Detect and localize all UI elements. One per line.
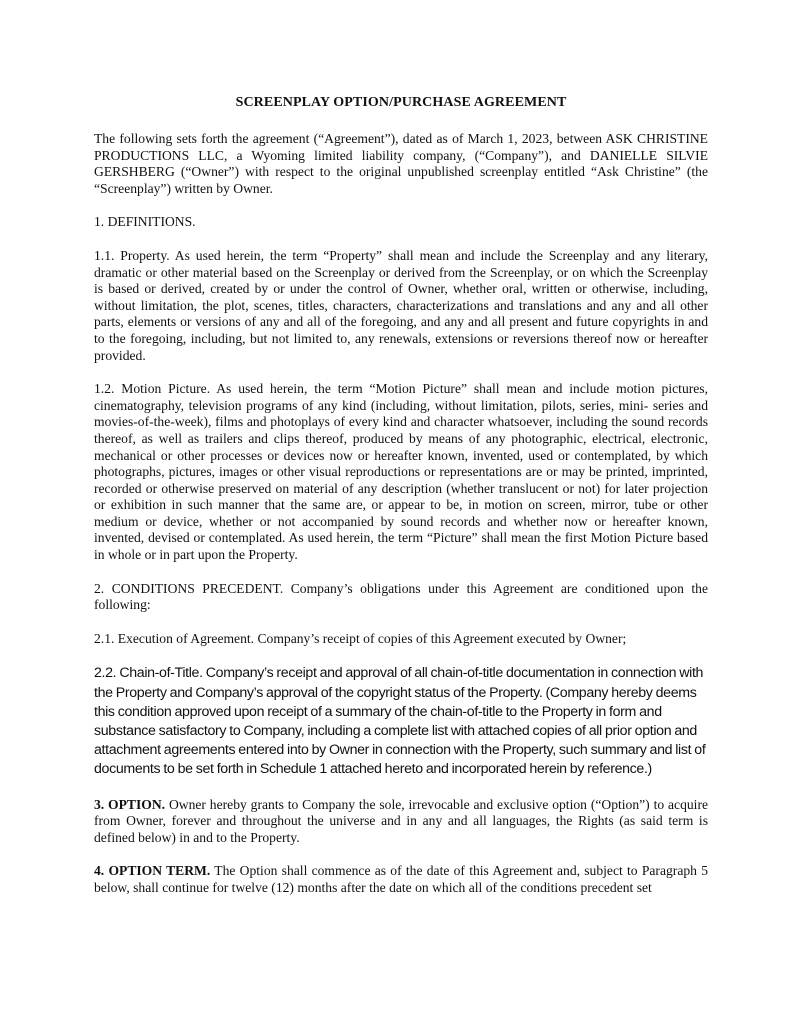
section-4-label: 4. OPTION TERM. — [94, 863, 211, 879]
section-4-option-term — [94, 863, 708, 896]
section-1-definitions-heading: 1. DEFINITIONS. — [94, 214, 196, 230]
section-3-text: Owner hereby grants to Company the sole, irrevocable and exclusive option (“Option”) to acquire from Owner, forever and throughout the universe and in any and all languages, the Rights (as said term is defined below) in and to the Property. — [94, 796, 709, 845]
section-3-option — [94, 797, 708, 847]
section-2-2-chain-of-title: 2.2. Chain-of-Title. Company’s receipt and approval of all chain-of-title documentation in connection with the Property and Company’s approval of the copyright status of the Property. (Company hereby deems this condition approved upon receipt of a summary of the chain-of-title to the Property in form and substance satisfactory to Company, including a complete list with attached copies of all prior option and attachment agreements entered into by Owner in connection with the Property, such summary and list of documents to be set forth in Schedule 1 attached hereto and incorporated herein by reference.) — [94, 665, 706, 778]
section-1-2-motion-picture: 1.2. Motion Picture. As used herein, the term “Motion Picture” shall mean and include motion pictures, cinematography, television programs of any kind (including, without limitation, pilots, series, mini- series and movies-of-the-week), films and photoplays of every kind and character whatsoever, including the sound records thereof, as well as trailers and clips thereof, produced by means of any photographic, electrical, electronic, mechanical or other processes or devices now or hereafter known, invented, used or contemplated, by which photographs, pictures, images or other visual reproductions or representations are or may be printed, imprinted, recorded or otherwise preserved on material of any description (whether translucent or not) for later projection or exhibition in such manner that the same are, or appear to be, in motion on screen, mirror, tube or other medium or device, whether or not accompanied by sound records and whether now or hereafter known, invented, devised or contemplated. As used herein, the term “Picture” shall mean the first Motion Picture based in whole or in part upon the Property. — [94, 381, 708, 563]
document-body — [94, 95, 708, 914]
section-1-1-property: 1.1. Property. As used herein, the term “Property” shall mean and include the Screenplay and any literary, dramatic or other material based on the Screenplay or derived from the Screenplay, or on which the Screenplay is based or derived, created by or under the control of Owner, whether oral, written or otherwise, including, without limitation, the plot, scenes, titles, characters, characterizations and translations and any and all other parts, elements or versions of any and all of the foregoing, and any and all present and future copyrights in and to the foregoing, including, but not limited to, any renewals, extensions or reversions thereof now or hereafter provided. — [94, 247, 708, 363]
intro-paragraph: The following sets forth the agreement (“Agreement”), dated as of March 1, 2023, between ASK CHRISTINE PRODUCTIONS LLC, a Wyoming limited liability company, (“Company”), and DANIELLE SILVIE GERSHBERG (“Owner”) with respect to the original unpublished screenplay entitled “Ask Christine” (the “Screenplay”) written by Owner. — [94, 131, 708, 196]
document-title: SCREENPLAY OPTION/PURCHASE AGREEMENT — [235, 95, 567, 110]
section-2-1-execution: 2.1. Execution of Agreement. Company’s receipt of copies of this Agreement executed by Owner; — [94, 630, 627, 646]
section-3-label: 3. OPTION. — [94, 796, 166, 812]
section-4-text: The Option shall commence as of the date of this Agreement and, subject to Paragraph 5 below, shall continue for twelve (12) months after the date on which all of the conditions precedent set — [94, 863, 708, 896]
section-2-conditions-precedent: 2. CONDITIONS PRECEDENT. Company’s obligations under this Agreement are conditioned upon the following: — [94, 580, 708, 613]
